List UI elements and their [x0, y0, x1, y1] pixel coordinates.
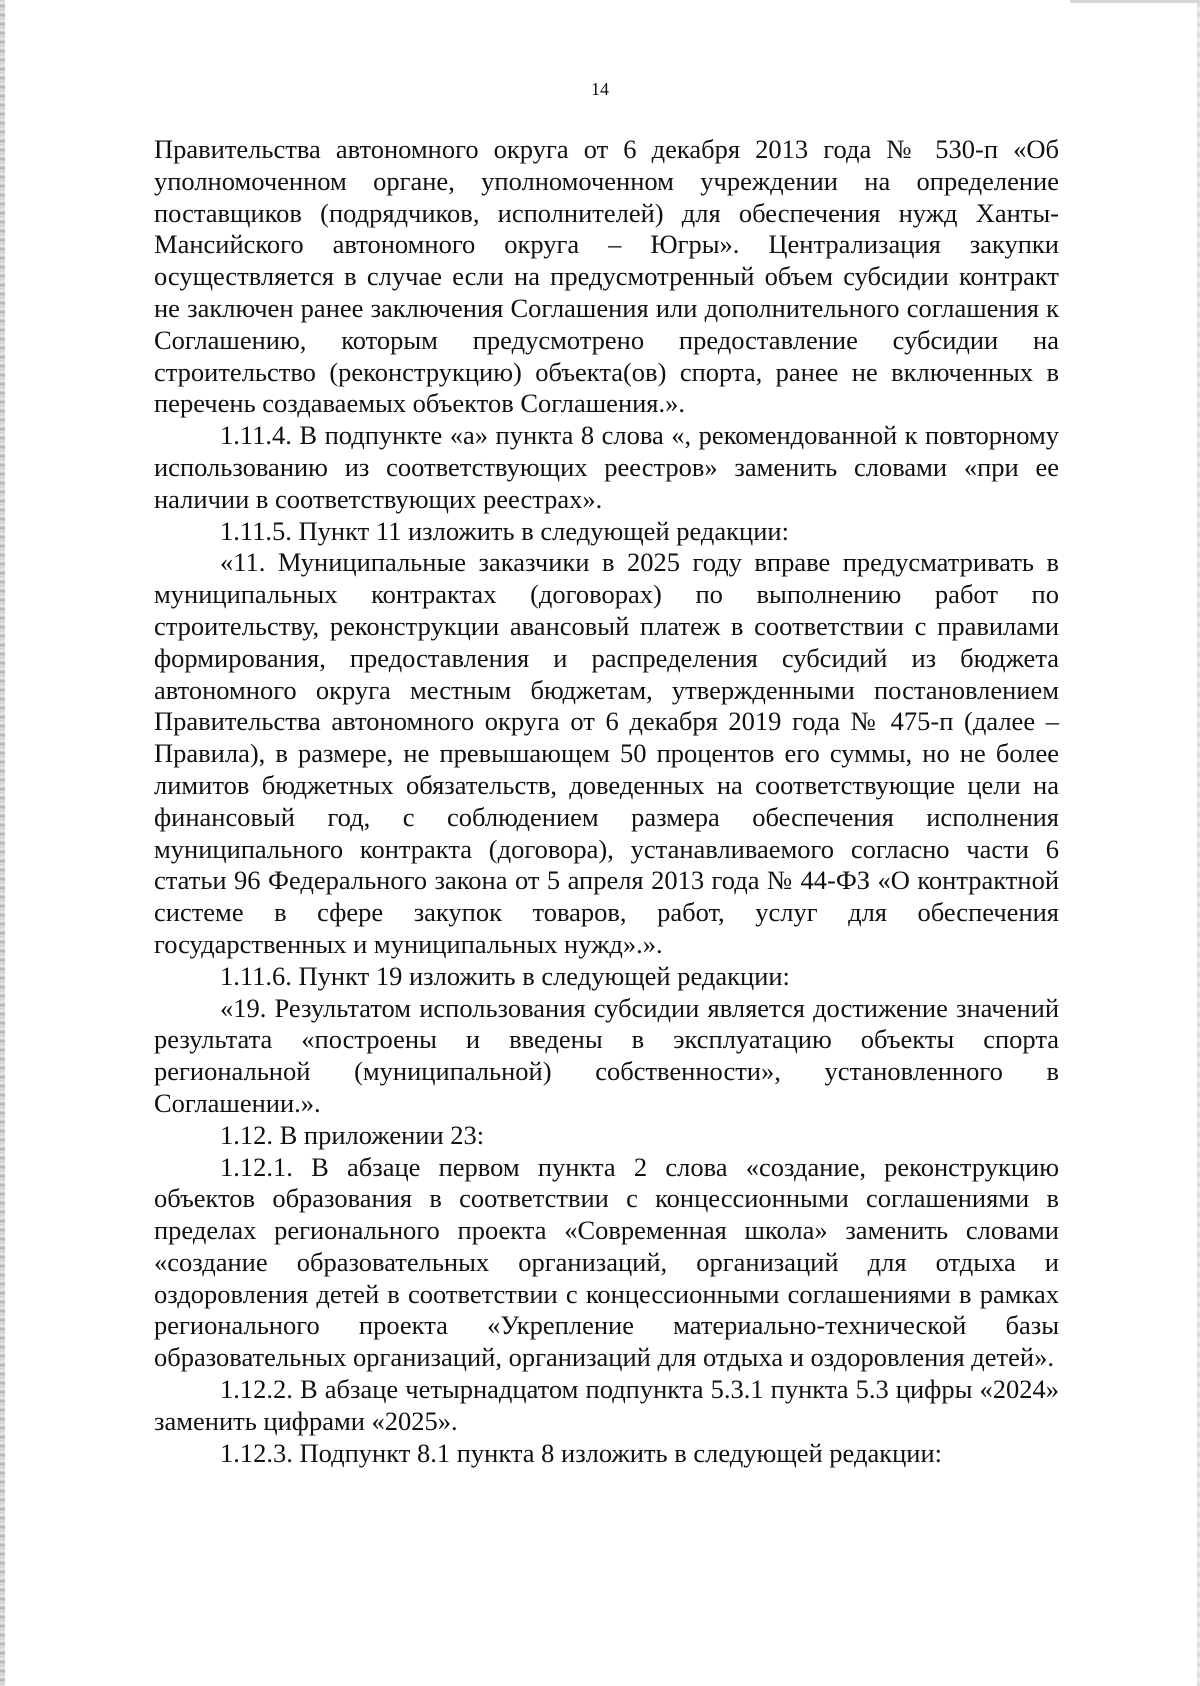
paragraph-1-12-1: 1.12.1. В абзаце первом пункта 2 слова «создание, реконструкцию объектов образования в соответствии с концессионными соглашениями в пределах регионального проекта «Современная школа» заменить словами «создание образовательных организаций, организаций для отдыха и оздоровления детей в соответствии с концессионными соглашениями в рамках регионального проекта «Укрепление материально-технической базы образовательных организаций, организаций для отдыха и оздоровления детей».: [154, 1151, 1059, 1373]
paragraph-item-11: «11. Муниципальные заказчики в 2025 году вправе предусматривать в муниципальных контрактах (договорах) по выполнению работ по строительству, реконструкции авансовый платеж в соответствии с правилами формирования, предоставления и распределения субсидий из бюджета автономного округа местным бюджетам, утвержденными постановлением Правительства автономного округа от 6 декабря 2019 года № 475-п (далее – Правила), в размере, не превышающем 50 процентов его суммы, но не более лимитов бюджетных обязательств, доведенных на соответствующие цели на финансовый год, с соблюдением размера обеспечения исполнения муниципального контракта (договора), устанавливаемого согласно части 6 статьи 96 Федерального закона от 5 апреля 2013 года № 44-ФЗ «О контрактной системе в сфере закупок товаров, работ, услуг для обеспечения государственных и муниципальных нужд».».: [154, 547, 1059, 959]
paragraph-continuation: Правительства автономного округа от 6 декабря 2013 года № 530-п «Об уполномоченном органе, уполномоченном учреждении на определение поставщиков (подрядчиков, исполнителей) для обеспечения нужд Ханты-Мансийского автономного округа – Югры». Централизация закупки осуществляется в случае если на предусмотренный объем субсидии контракт не заключен ранее заключения Соглашения или дополнительного соглашения к Соглашению, которым предусмотрено предоставление субсидии на строительство (реконструкцию) объекта(ов) спорта, ранее не включенных в перечень создаваемых объектов Соглашения.».: [154, 134, 1059, 419]
paragraph-1-12-2: 1.12.2. В абзаце четырнадцатом подпункта 5.3.1 пункта 5.3 цифры «2024» заменить цифрами «2025».: [154, 1374, 1059, 1436]
paragraph-1-11-4: 1.11.4. В подпункте «а» пункта 8 слова «, рекомендованной к повторному использованию из соответствующих реестров» заменить словами «при ее наличии в соответствующих реестрах».: [154, 420, 1059, 514]
paragraph-item-19: «19. Результатом использования субсидии является достижение значений результата «построены и введены в эксплуатацию объекты спорта региональной (муниципальной) собственности», установленного в Соглашении.».: [154, 992, 1059, 1118]
paragraph-1-11-5: 1.11.5. Пункт 11 изложить в следующей редакции:: [220, 515, 789, 546]
paragraph-1-11-6: 1.11.6. Пункт 19 изложить в следующей редакции:: [220, 960, 790, 991]
paragraph-1-12: 1.12. В приложении 23:: [220, 1119, 485, 1150]
document-body: [154, 134, 1059, 1469]
scan-edge-top: [1070, 0, 1200, 3]
page-number: 14: [591, 79, 609, 99]
scan-edge-left: [0, 0, 5, 1686]
paragraph-1-12-3: 1.12.3. Подпункт 8.1 пункта 8 изложить в следующей редакции:: [220, 1437, 942, 1468]
